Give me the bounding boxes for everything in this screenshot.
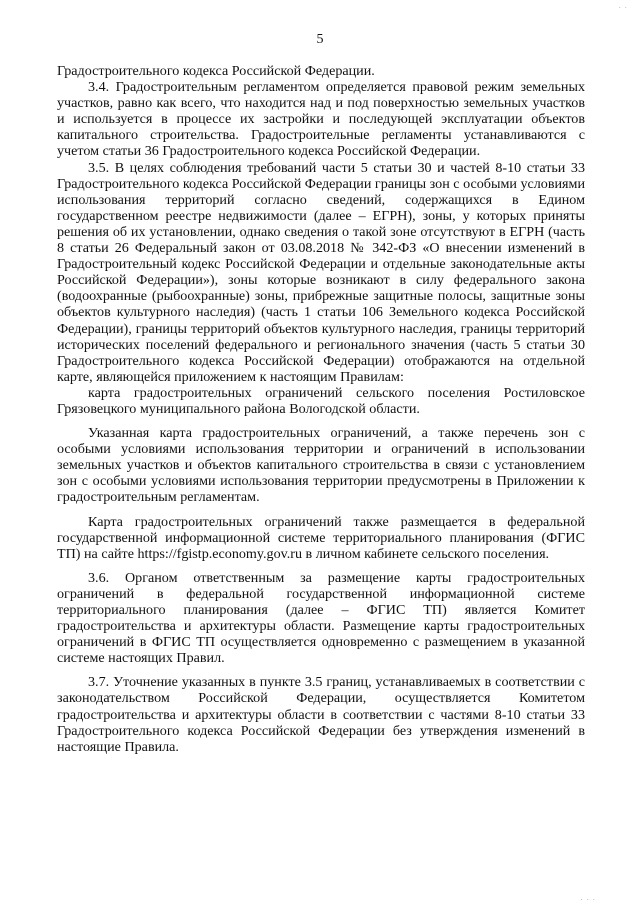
paragraph-restrictions-map: карта градостроительных ограничений сельского поселения Ростиловское Грязовецкого муниципального района Вологодской области. xyxy=(57,384,585,417)
paragraph-3-5: 3.5. В целях соблюдения требований части 5 статьи 30 и частей 8-10 статьи 33 Градостроительного кодекса Российской Федерации границы зон с особыми условиями использования территорий согласно сведений, содержащихся в Едином государственном реестре недвижимости (далее – ЕГРН), зоны, у которых приняты решения об их установлении, однако сведения о такой зоне отсутствуют в ЕГРН (часть 8 статьи 26 Федеральный закон от 03.08.2018 № 342-ФЗ «О внесении изменений в Градостроительный кодекс Российской Федерации и отдельные законодательные акты Российской Федерации»), зоны которые возникают в силу федерального закона (водоохранные (рыбоохранные) зоны, прибрежные защитные полосы, защитные зоны объектов культурного наследия) (часть 1 статьи 106 Земельного кодекса Российской Федерации), границы территорий объектов культурного наследия, границы территорий исторических поселений федерального и регионального значения (часть 5 статьи 30 Градостроительного кодекса Российской Федерации) отображаются на отдельной карте, являющейся приложением к настоящим Правилам: xyxy=(57,159,585,385)
page-number: 5 xyxy=(316,32,324,47)
paragraph-3-4: 3.4. Градостроительным регламентом определяется правовой режим земельных участков, равно как всего, что находится над и под поверхностью земельных участков и используется в процессе их застройки и последующей эксплуатации объектов капитального строительства. Градостроительные регламенты устанавливаются с учетом статьи 36 Градостроительного кодекса Российской Федерации. xyxy=(57,79,585,160)
document-body xyxy=(57,63,585,755)
scan-edge-mark: · · xyxy=(618,4,628,12)
scan-edge-mark: · · · xyxy=(580,896,596,904)
paragraph-3-6: 3.6. Органом ответственным за размещение карты градостроительных ограничений в федеральной государственной информационной системе территориального планирования (далее – ФГИС ТП) является Комитет градостроительства и архитектуры области. Размещение карты градостроительных ограничений в ФГИС ТП осуществляется одновременно с размещением в указанной системе настоящих Правил. xyxy=(57,569,585,667)
paragraph-3-7: 3.7. Уточнение указанных в пункте 3.5 границ, устанавливаемых в соответствии с законодательством Российской Федерации, осуществляется Комитетом градостроительства и архитектуры области в соответствии с частями 8-10 статьи 33 Градостроительного кодекса Российской Федерации без утверждения изменений в настоящие Правила. xyxy=(57,674,585,755)
paragraph-map-publication: Карта градостроительных ограничений также размещается в федеральной государственной информационной системе территориального планирования (ФГИС ТП) на сайте https://fgistp.economy.gov.ru в личном кабинете сельского поселения. xyxy=(57,513,585,562)
paragraph-continuation: Градостроительного кодекса Российской Федерации. xyxy=(57,63,375,79)
paragraph-map-contents: Указанная карта градостроительных ограничений, а также перечень зон с особыми условиями использования территории и ограничений в использовании земельных участков и объектов капитального строительства в связи с установлением зон с особыми условиями использования территории предусмотрены в Приложении к градостроительным регламентам. xyxy=(57,425,585,506)
